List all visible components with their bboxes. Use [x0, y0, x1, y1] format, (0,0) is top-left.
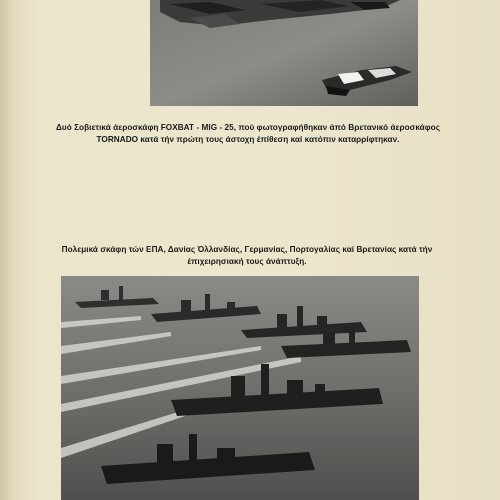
jet-aircraft-photo [150, 0, 418, 106]
bottom-photo-caption: Πολεμικά σκάφη τών ΕΠΑ, Δανίας Όλλανδίας, Γερμανίας, Πορτογαλίας καί Βρετανίας κατά τήν έπιχειρησιακή τους άνάπτυξη. [61, 245, 433, 266]
top-photo-caption: Δυό Σοβιετικά άεροσκάφη FOXBAT - MIG - 25, πού φωτογραφήθηκαν άπό Βρετανικό άεροσκάφος TORNADO κατά τήν πρώτη τους άστοχη έπίθεση καί κατόπιν καταρρίφτηκαν. [55, 123, 441, 144]
page-spine-shadow [0, 0, 14, 500]
warships-photo [61, 276, 419, 500]
